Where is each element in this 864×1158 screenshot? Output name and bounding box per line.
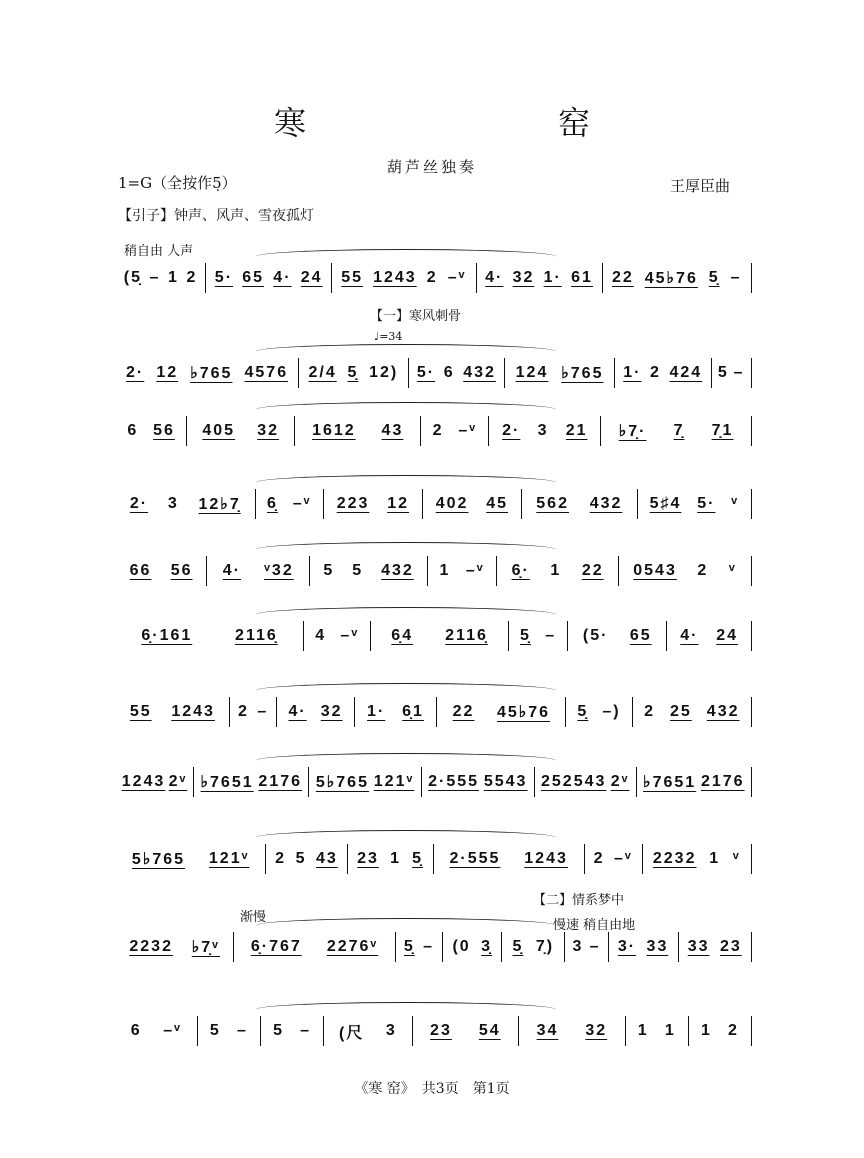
note-group: ♭765 bbox=[561, 365, 604, 382]
measure bbox=[637, 767, 752, 797]
note-group: 7̣) bbox=[535, 938, 555, 955]
measure bbox=[116, 844, 266, 874]
note-group: 5̣ bbox=[577, 703, 589, 720]
note-group: 6̣· bbox=[511, 562, 530, 579]
note-group: 5 bbox=[273, 1022, 284, 1039]
note-group: 3̣ bbox=[481, 938, 492, 955]
note-group: 5̣ bbox=[708, 269, 720, 286]
note-group: 2·555 bbox=[428, 773, 480, 790]
notation-system bbox=[116, 556, 752, 586]
note-group: ♭7651 bbox=[200, 774, 254, 791]
note-group: 25 bbox=[670, 703, 692, 720]
measure bbox=[477, 263, 603, 293]
note-group: – bbox=[545, 627, 557, 644]
measure bbox=[266, 844, 347, 874]
note-group: 2 bbox=[697, 562, 709, 579]
note-group: 1 bbox=[550, 562, 562, 579]
note-group: 23 bbox=[719, 938, 742, 955]
note-group: 4· bbox=[273, 269, 292, 286]
note-group: 424 bbox=[669, 364, 703, 381]
tempo-mark: ♩=34 bbox=[374, 330, 403, 343]
measure bbox=[423, 489, 522, 519]
slur bbox=[256, 683, 556, 698]
note-group: –) bbox=[602, 703, 621, 720]
note-group: 33 bbox=[687, 938, 710, 955]
note-group: 2176 bbox=[258, 773, 303, 790]
note-group: 3· bbox=[617, 938, 637, 955]
measure bbox=[324, 489, 423, 519]
measure bbox=[519, 1016, 626, 1046]
measure bbox=[324, 1016, 412, 1046]
note-group: 7̣1 bbox=[711, 422, 734, 439]
note-group: (5̣ bbox=[123, 269, 142, 286]
slur bbox=[256, 753, 556, 768]
note-group: ᵛ bbox=[731, 495, 740, 512]
intro-label: 【引子】钟声、风声、雪夜孤灯 bbox=[118, 208, 314, 224]
note-group: 2/4 bbox=[308, 364, 337, 381]
note-group: 1 bbox=[700, 1022, 712, 1039]
note-group: ᵛ32 bbox=[264, 562, 294, 579]
measure bbox=[615, 358, 712, 388]
slur bbox=[256, 918, 556, 933]
page-title: 寒 窑 bbox=[273, 104, 700, 142]
measure bbox=[198, 1016, 261, 1046]
note-group: 23 bbox=[357, 850, 379, 867]
measure bbox=[295, 416, 421, 446]
measure bbox=[712, 358, 752, 388]
measure bbox=[601, 416, 752, 446]
note-group: 2116̣ bbox=[445, 627, 488, 644]
note-group: 432 bbox=[706, 703, 740, 720]
note-group: 24 bbox=[716, 627, 739, 644]
note-group: – bbox=[423, 938, 435, 955]
notation-system bbox=[116, 844, 752, 874]
note-group: 4· bbox=[288, 703, 307, 720]
measure bbox=[348, 844, 434, 874]
note-group: 2232 bbox=[652, 850, 697, 867]
note-group: 5♭765 bbox=[315, 774, 369, 791]
slur bbox=[256, 249, 556, 264]
note-group: 2 bbox=[432, 422, 444, 439]
note-group: ᵛ bbox=[732, 850, 741, 867]
note-group: 2 bbox=[650, 364, 661, 381]
note-group: 6̣1 bbox=[402, 703, 424, 720]
slur bbox=[256, 542, 556, 557]
note-group: 1 bbox=[168, 269, 179, 286]
note-group: ♭7̣· bbox=[618, 423, 647, 440]
measure bbox=[194, 767, 309, 797]
note-group: 22 bbox=[612, 269, 634, 286]
note-group: – bbox=[236, 1022, 248, 1039]
note-group: 55 bbox=[341, 269, 364, 286]
note-group: 2 bbox=[275, 850, 287, 867]
note-group: 2 bbox=[728, 1022, 739, 1039]
measure bbox=[603, 263, 752, 293]
ritardando-mark: 渐慢 bbox=[240, 910, 267, 925]
measure bbox=[633, 697, 752, 727]
slur bbox=[256, 607, 556, 622]
note-group: 65 bbox=[629, 627, 652, 644]
note-group: 1 bbox=[439, 562, 451, 579]
note-group: – bbox=[589, 938, 601, 955]
note-group: 34 bbox=[536, 1022, 559, 1039]
note-group: 65 bbox=[242, 269, 265, 286]
note-group: 12 bbox=[156, 364, 179, 381]
measure bbox=[116, 621, 304, 651]
measure bbox=[522, 489, 638, 519]
note-group: 6 bbox=[443, 364, 455, 381]
note-group: 5· bbox=[416, 364, 436, 381]
measure bbox=[116, 416, 187, 446]
note-group: 61 bbox=[571, 269, 593, 286]
measure bbox=[206, 263, 332, 293]
note-group: 45♭76 bbox=[644, 270, 698, 287]
note-group: 1· bbox=[623, 364, 642, 381]
note-group: 405 bbox=[202, 422, 236, 439]
note-group: –ᵛ bbox=[340, 627, 360, 644]
measure bbox=[667, 621, 752, 651]
note-group: –ᵛ bbox=[614, 850, 633, 867]
note-group: – bbox=[300, 1022, 312, 1039]
note-group: 2276ᵛ bbox=[326, 938, 379, 955]
measure bbox=[332, 263, 476, 293]
note-group: 4· bbox=[222, 562, 241, 579]
measure bbox=[535, 767, 637, 797]
note-group: 2 bbox=[237, 703, 249, 720]
note-group: 6̣4 bbox=[391, 627, 414, 644]
note-group: 1243 bbox=[121, 773, 166, 790]
note-group: 5 bbox=[323, 562, 335, 579]
measure bbox=[566, 697, 632, 727]
measure bbox=[309, 767, 421, 797]
note-group: 2· bbox=[126, 364, 145, 381]
note-group: 45♭76 bbox=[496, 704, 551, 721]
notation-system bbox=[116, 932, 752, 962]
note-group: – bbox=[149, 269, 161, 286]
note-group: 1 bbox=[637, 1022, 649, 1039]
note-group: –ᵛ bbox=[447, 269, 467, 286]
note-group: 1612 bbox=[312, 422, 356, 439]
measure bbox=[626, 1016, 689, 1046]
note-group: (0 bbox=[452, 938, 471, 955]
notation-system bbox=[116, 416, 752, 446]
note-group: 7̣ bbox=[673, 422, 685, 439]
note-group: 1· bbox=[543, 269, 562, 286]
measure bbox=[413, 1016, 520, 1046]
note-group: 252543 bbox=[541, 773, 607, 790]
section-one-heading: 【一】寒风刺骨 bbox=[370, 309, 462, 324]
note-group: 5 bbox=[717, 364, 729, 381]
note-group: 5 bbox=[209, 1022, 221, 1039]
note-group: ♭765 bbox=[190, 365, 233, 382]
note-group: –ᵛ bbox=[465, 562, 485, 579]
note-group: 24 bbox=[300, 269, 323, 286]
note-group: 562 bbox=[536, 495, 569, 512]
note-group: 432 bbox=[589, 495, 623, 512]
note-group: 2 bbox=[644, 703, 655, 720]
measure bbox=[256, 489, 324, 519]
note-group: 2· bbox=[129, 495, 149, 512]
measure bbox=[310, 556, 428, 586]
note-group: 124 bbox=[515, 364, 549, 381]
slur bbox=[256, 475, 556, 490]
note-group: 1 bbox=[664, 1022, 676, 1039]
note-group: 1243 bbox=[373, 269, 417, 286]
note-group: 5̣ bbox=[412, 850, 424, 867]
key-signature: 1=G（全按作5̣） bbox=[118, 174, 237, 192]
note-group: 3 bbox=[572, 938, 584, 955]
note-group: 56 bbox=[153, 422, 175, 439]
note-group: 1 bbox=[709, 850, 721, 867]
notation-system bbox=[116, 621, 752, 651]
measure bbox=[234, 932, 395, 962]
note-group: 4576 bbox=[244, 364, 289, 381]
note-group: 2 bbox=[426, 269, 438, 286]
measure bbox=[428, 556, 497, 586]
note-group: 5̣ bbox=[347, 364, 359, 381]
note-group: 223 bbox=[336, 495, 370, 512]
notation-system bbox=[116, 358, 752, 388]
notation-system bbox=[116, 767, 752, 797]
measure bbox=[116, 767, 194, 797]
measure bbox=[437, 697, 566, 727]
section-two-heading: 【二】情系梦中 bbox=[533, 893, 625, 908]
notation-system bbox=[116, 1016, 752, 1046]
note-group: 5543 bbox=[483, 773, 528, 790]
note-group: 2232 bbox=[129, 938, 173, 955]
note-group: 4· bbox=[485, 269, 504, 286]
note-group: 5̣ bbox=[520, 627, 531, 644]
measure bbox=[497, 556, 619, 586]
note-group: 2 bbox=[593, 850, 605, 867]
note-group: 3 bbox=[385, 1022, 397, 1039]
measure bbox=[299, 358, 408, 388]
measure bbox=[422, 767, 535, 797]
note-group: 5 bbox=[295, 850, 307, 867]
note-group: 56 bbox=[170, 562, 193, 579]
measure bbox=[371, 621, 509, 651]
measure bbox=[568, 621, 667, 651]
page-footer: 《寒 窑》 共3页 第1页 bbox=[354, 1081, 510, 1097]
note-group: 2176 bbox=[700, 773, 745, 790]
note-group: –ᵛ bbox=[163, 1022, 182, 1039]
note-group: 5̣ bbox=[512, 938, 524, 955]
note-group: 2· bbox=[502, 422, 521, 439]
measure bbox=[409, 358, 506, 388]
note-group: 5̣ bbox=[403, 938, 415, 955]
note-group: 55 bbox=[129, 703, 152, 720]
note-group: – bbox=[730, 269, 742, 286]
slur bbox=[256, 402, 556, 417]
measure bbox=[116, 1016, 198, 1046]
note-group: 43 bbox=[316, 850, 338, 867]
note-group: 121ᵛ bbox=[208, 850, 250, 867]
note-group: 12 bbox=[387, 495, 409, 512]
measure bbox=[585, 844, 643, 874]
note-group: 2·555 bbox=[449, 850, 501, 867]
note-group: 5· bbox=[697, 495, 716, 512]
note-group: 2ᵛ bbox=[610, 773, 630, 790]
note-group: 3 bbox=[537, 422, 549, 439]
note-group: 402 bbox=[435, 495, 469, 512]
note-group: – bbox=[257, 703, 269, 720]
composer: 王厚臣曲 bbox=[670, 177, 731, 195]
note-group: – bbox=[733, 364, 745, 381]
note-group: 21 bbox=[565, 422, 588, 439]
note-group: (5· bbox=[582, 627, 609, 644]
measure bbox=[434, 844, 585, 874]
measure bbox=[116, 932, 234, 962]
note-group: 4· bbox=[680, 627, 699, 644]
measure bbox=[116, 489, 256, 519]
notation-system bbox=[116, 489, 752, 519]
note-group: 12) bbox=[369, 364, 399, 381]
note-group: 1· bbox=[367, 703, 386, 720]
measure bbox=[619, 556, 752, 586]
note-group: 5♯4 bbox=[649, 495, 682, 512]
note-group: 5 bbox=[352, 562, 364, 579]
notation-system bbox=[116, 263, 752, 293]
measure bbox=[116, 556, 207, 586]
note-group: 2116̣ bbox=[235, 627, 278, 644]
note-group: 3 bbox=[167, 495, 179, 512]
notation-system bbox=[116, 697, 752, 727]
measure bbox=[187, 416, 295, 446]
measure bbox=[277, 697, 354, 727]
measure bbox=[116, 358, 299, 388]
note-group: 2 bbox=[186, 269, 198, 286]
measure bbox=[304, 621, 371, 651]
note-group: 121ᵛ bbox=[373, 773, 415, 790]
note-group: 1 bbox=[390, 850, 401, 867]
note-group: 6̣·161 bbox=[141, 627, 193, 644]
intro-tempo: 稍自由 人声 bbox=[124, 244, 194, 259]
note-group: 432 bbox=[463, 364, 496, 381]
note-group: 66 bbox=[129, 562, 152, 579]
measure bbox=[230, 697, 278, 727]
measure bbox=[679, 932, 752, 962]
note-group: 6 bbox=[127, 422, 139, 439]
measure bbox=[489, 416, 601, 446]
measure bbox=[505, 358, 615, 388]
note-group: ᵛ bbox=[728, 562, 737, 579]
note-group: ♭7̣ᵛ bbox=[191, 939, 220, 956]
note-group: 23 bbox=[430, 1022, 452, 1039]
note-group: 32 bbox=[585, 1022, 608, 1039]
note-group: 1243 bbox=[171, 703, 215, 720]
note-group: 432 bbox=[381, 562, 414, 579]
measure bbox=[443, 932, 502, 962]
measure bbox=[355, 697, 438, 727]
measure bbox=[207, 556, 310, 586]
note-group: –ᵛ bbox=[458, 422, 478, 439]
slur bbox=[256, 1002, 556, 1017]
slur bbox=[256, 344, 556, 359]
note-group: 32 bbox=[512, 269, 535, 286]
measure bbox=[421, 416, 489, 446]
note-group: 22 bbox=[452, 703, 475, 720]
note-group: 12♭7̣ bbox=[198, 496, 241, 513]
note-group: 6̣·767 bbox=[250, 938, 302, 955]
note-group: 54 bbox=[478, 1022, 501, 1039]
section-two-tempo: 慢速 稍自由地 bbox=[553, 918, 636, 933]
note-group: 2ᵛ bbox=[168, 773, 188, 790]
measure bbox=[509, 621, 568, 651]
note-group: 5♭765 bbox=[131, 851, 186, 868]
note-group: 5· bbox=[214, 269, 234, 286]
note-group: (尺 bbox=[338, 1024, 365, 1042]
measure bbox=[565, 932, 608, 962]
note-group: 32 bbox=[320, 703, 343, 720]
note-group: 6 bbox=[130, 1022, 142, 1039]
note-group: 4 bbox=[315, 627, 327, 644]
measure bbox=[643, 844, 752, 874]
note-group: 6̣ bbox=[267, 495, 278, 512]
note-group: 22 bbox=[581, 562, 604, 579]
measure bbox=[609, 932, 679, 962]
note-group: 0543 bbox=[633, 562, 677, 579]
measure bbox=[638, 489, 752, 519]
slur bbox=[256, 830, 556, 845]
note-group: 45 bbox=[486, 495, 509, 512]
measure bbox=[689, 1016, 752, 1046]
note-group: 32 bbox=[257, 422, 280, 439]
note-group: 43 bbox=[381, 422, 404, 439]
note-group: 33 bbox=[646, 938, 669, 955]
note-group: 1243 bbox=[524, 850, 568, 867]
note-group: –ᵛ bbox=[292, 495, 312, 512]
subtitle: 葫芦丝独奏 bbox=[386, 158, 477, 176]
measure bbox=[261, 1016, 324, 1046]
measure bbox=[116, 263, 206, 293]
measure bbox=[502, 932, 565, 962]
measure bbox=[116, 697, 230, 727]
note-group: ♭7651 bbox=[643, 774, 697, 791]
measure bbox=[396, 932, 443, 962]
